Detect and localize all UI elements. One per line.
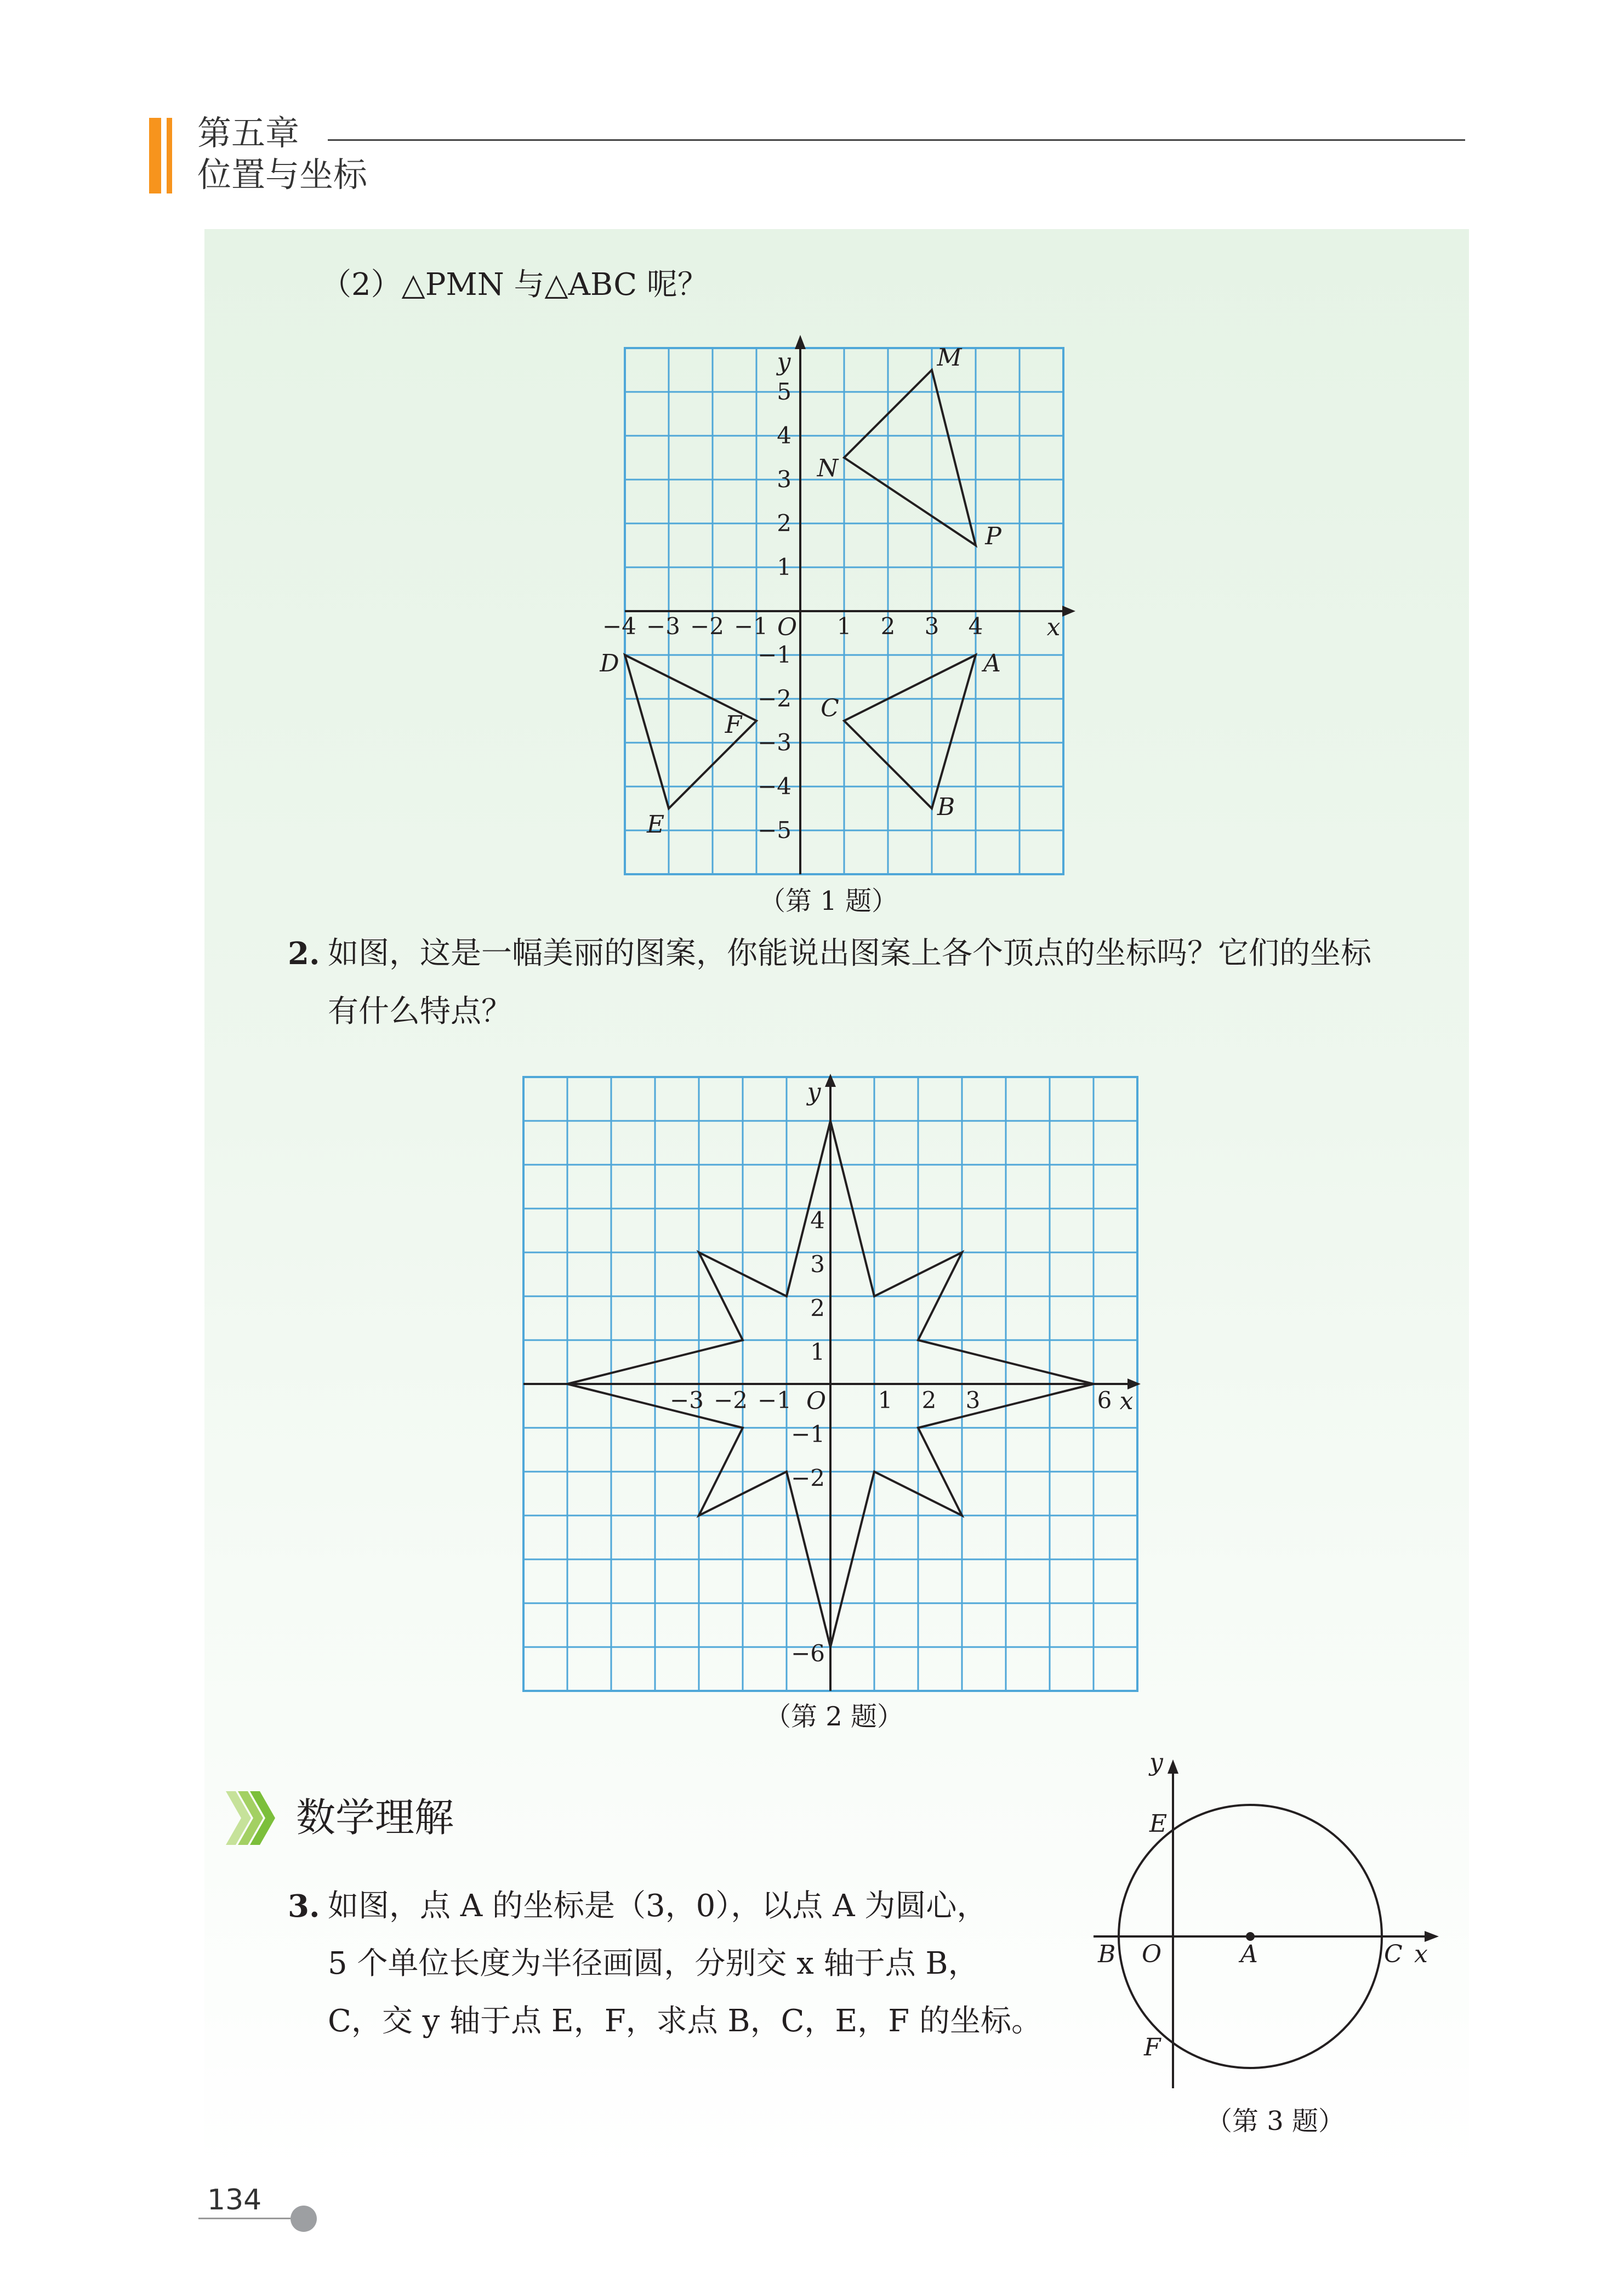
fig1-y-tick-label: 3 bbox=[777, 466, 791, 493]
question-3-line-3: C，交 y 轴于点 E，F，求点 B，C，E，F 的坐标。 bbox=[328, 2003, 1042, 2039]
figure-1-caption: （第 1 题） bbox=[759, 886, 898, 916]
fig1-x-tick-label: 2 bbox=[880, 613, 896, 640]
chapter-label: 第五章 bbox=[197, 113, 300, 153]
fig1-origin-label: O bbox=[777, 613, 798, 641]
fig1-y-tick-label: 4 bbox=[777, 422, 791, 449]
fig2-y-tick-label: −1 bbox=[791, 1421, 825, 1448]
page-number: 134 bbox=[207, 2184, 262, 2217]
figure-3-caption: （第 3 题） bbox=[1206, 2106, 1345, 2137]
question-3-line-1: 如图，点 A 的坐标是（3，0），以点 A 为圆心， bbox=[328, 1888, 988, 1924]
fig2-x-tick-label: 2 bbox=[921, 1387, 937, 1414]
triangle-ABC bbox=[844, 655, 976, 808]
fig1-y-tick-label: −2 bbox=[758, 685, 791, 712]
fig1-y-tick-label: 5 bbox=[777, 378, 791, 405]
fig3-label-x: x bbox=[1414, 1940, 1428, 1968]
question-2-line-1: 如图，这是一幅美丽的图案，你能说出图案上各个顶点的坐标吗？它们的坐标 bbox=[328, 936, 1371, 971]
fig1-x-tick-label: 4 bbox=[968, 613, 983, 640]
figure-2-star-pattern bbox=[512, 1066, 1148, 1702]
fig1-y-tick-label: −4 bbox=[758, 773, 791, 800]
fig1-x-tick-label: −1 bbox=[734, 613, 768, 640]
fig2-x-tick-label: 1 bbox=[878, 1387, 893, 1414]
fig2-y-arrow-icon bbox=[825, 1074, 836, 1087]
fig2-y-tick-label: 2 bbox=[810, 1295, 825, 1321]
question-3-line-2: 5 个单位长度为半径画圆，分别交 x 轴于点 B， bbox=[328, 1946, 979, 1981]
fig2-x-axis-label: x bbox=[1119, 1387, 1134, 1415]
fig1-y-axis-label: y bbox=[777, 348, 791, 376]
fig3-label-A: A bbox=[1240, 1940, 1258, 1968]
figure-3-circle bbox=[1088, 1748, 1450, 2105]
fig2-y-tick-label: 1 bbox=[810, 1338, 825, 1365]
section-title: 位置与坐标 bbox=[197, 155, 368, 195]
question-3-number: 3. bbox=[288, 1888, 320, 1924]
fig1-y-tick-label: −3 bbox=[758, 729, 791, 756]
fig1-y-arrow-icon bbox=[795, 335, 806, 349]
figure-2-caption: （第 2 题） bbox=[765, 1701, 904, 1732]
fig2-y-tick-label: −6 bbox=[791, 1640, 825, 1667]
fig1-point-label-A: A bbox=[983, 650, 1001, 677]
fig2-y-tick-label: 3 bbox=[810, 1251, 825, 1278]
section-title-math-understanding: 数学理解 bbox=[296, 1794, 454, 1841]
fig1-x-tick-label: −4 bbox=[602, 613, 636, 640]
question-2-line-2: 有什么特点？ bbox=[328, 994, 512, 1029]
question-2-number: 2. bbox=[288, 936, 320, 972]
page-number-rule bbox=[198, 2218, 291, 2219]
fig3-y-arrow-icon bbox=[1168, 1759, 1178, 1774]
page-dot-icon bbox=[291, 2206, 317, 2232]
fig2-x-tick-label: 3 bbox=[965, 1387, 981, 1414]
fig3-label-E: E bbox=[1149, 1810, 1168, 1838]
fig2-x-tick-label: −3 bbox=[670, 1387, 704, 1414]
fig1-point-label-M: M bbox=[937, 344, 962, 372]
fig1-x-tick-label: −3 bbox=[646, 613, 680, 640]
fig3-label-O: O bbox=[1142, 1940, 1162, 1968]
fig3-label-F: F bbox=[1144, 2033, 1161, 2061]
fig1-point-label-D: D bbox=[600, 650, 619, 677]
fig3-label-B: B bbox=[1098, 1940, 1116, 1968]
fig1-y-tick-label: 1 bbox=[777, 554, 791, 580]
question-1-part-2: （2）△PMN 与△ABC 呢？ bbox=[321, 267, 708, 303]
fig1-point-label-P: P bbox=[985, 522, 1001, 550]
fig1-x-tick-label: 3 bbox=[924, 613, 939, 640]
fig2-y-axis-label: y bbox=[807, 1078, 821, 1106]
fig1-x-tick-label: 1 bbox=[836, 613, 852, 640]
fig1-point-label-E: E bbox=[646, 811, 665, 839]
fig1-y-tick-label: 2 bbox=[777, 510, 791, 537]
fig1-point-label-C: C bbox=[821, 694, 839, 722]
fig1-x-axis-label: x bbox=[1046, 613, 1061, 641]
fig2-y-tick-label: −2 bbox=[791, 1465, 825, 1491]
triangle-PMN bbox=[844, 370, 976, 545]
fig1-y-tick-label: −1 bbox=[758, 641, 791, 668]
fig3-label-y: y bbox=[1149, 1748, 1163, 1776]
fig3-center-point bbox=[1246, 1932, 1255, 1941]
fig1-x-tick-label: −2 bbox=[690, 613, 724, 640]
fig2-x-tick-label: −2 bbox=[714, 1387, 748, 1414]
fig2-x-tick-label: 6 bbox=[1097, 1387, 1112, 1414]
header-accent-bar bbox=[149, 118, 161, 193]
fig2-x-tick-label: −1 bbox=[758, 1387, 791, 1414]
figure-1-coordinate-grid bbox=[600, 326, 1063, 874]
fig1-point-label-B: B bbox=[937, 793, 955, 821]
header-rule bbox=[328, 139, 1465, 141]
fig1-y-tick-label: −5 bbox=[758, 817, 791, 844]
fig1-point-label-F: F bbox=[725, 711, 742, 739]
header-accent-bar-thin bbox=[167, 118, 172, 193]
fig2-y-tick-label: 4 bbox=[810, 1207, 825, 1234]
fig2-origin-label: O bbox=[806, 1387, 827, 1415]
fig3-label-C: C bbox=[1384, 1940, 1403, 1968]
fig1-point-label-N: N bbox=[817, 454, 839, 482]
section-chevron-icon bbox=[226, 1788, 286, 1848]
